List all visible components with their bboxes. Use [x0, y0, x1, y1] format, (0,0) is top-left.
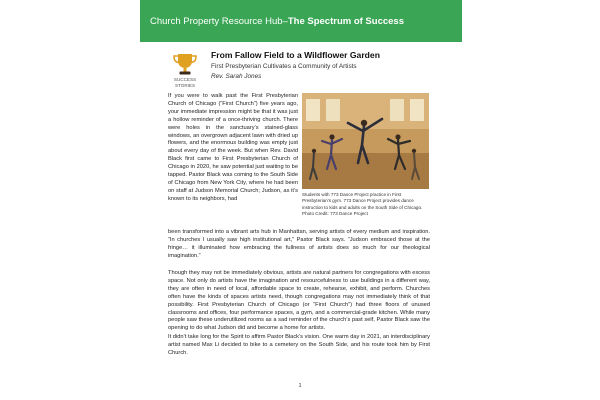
page-number: 1 [298, 383, 302, 389]
paragraph-1-column: If you were to walk past the First Presbyterian Church of Chicago (“First Church”) five years ago, your immediate impression might be that it was just a hollow reminder of a once-thriving church. There were holes in the sanctuary’s stained-glass windows, an overgrown adjacent lawn with dried up flowers, and the enormous building was empty just about every day of the week. But when Rev. David Black first came to First Presbyterian Church of Chicago in 2020, he saw potential just waiting to be tapped. Pastor Black was coming to the South Side of Chicago from New York City, where he had been on staff at Judson Memorial Church; Judson, as it’s known to its neighbors, had [168, 93, 298, 202]
trophy-icon [172, 52, 198, 76]
series-name: The Spectrum of Success [287, 15, 404, 27]
paragraph-2: Though they may not be immediately obvious, artists are natural partners for congregations with excess space. Not only do artists have the imagination and resourcefulness to use buildings in a different way, they are often in need of local, affordable space to create, rehearse, exhibit, and perform. Churches often have the kinds of spaces artists need, though congregations may not immediately think of that possibility. First Presbyterian Church of Chicago (or “First Church”) had three floors of unused classrooms and offices, four performance spaces, a gym, and a commercial-grade kitchen. While many people saw these underutilized rooms as a sad reminder of the church’s past self, Pastor Black saw the opening to do what Judson did and become a home for artists. [168, 270, 430, 332]
article-author: Rev. Sarah Jones [211, 73, 262, 80]
paragraph-3: It didn’t take long for the Spirit to affirm Pastor Black’s vision. One warm day in 2021, an interdisciplinary artist named Max Li decided to bike to a cemetery on the South Side, and his route took him by First Church. [168, 334, 430, 356]
dance-photo [302, 93, 429, 189]
header-separator: – [282, 15, 288, 27]
paragraph-1-continued: been transformed into a vibrant arts hub in Manhattan, serving artists of every medium and inspiration. “In churches I usually saw high institutional art,” Pastor Black says. “Judson embraced those at the fringe… it illuminated how embracing the fullness of artists does so much for our theological imagination.” [168, 229, 430, 259]
article-title: From Fallow Field to a Wildflower Garden [211, 50, 380, 60]
article-subtitle: First Presbyterian Cultivates a Community of Artists [211, 63, 357, 70]
page-header [140, 0, 462, 42]
success-stories-label: SUCCESS STORIES [173, 77, 197, 88]
hub-name: Church Property Resource Hub [150, 15, 283, 27]
photo-caption: Students with 773 Dance Project practice in First Presbyterian’s gym. 773 Dance Project provides dance instruction to kids and adults on the South Side of Chicago. Photo Credit: 773 Dance Project [302, 192, 423, 216]
